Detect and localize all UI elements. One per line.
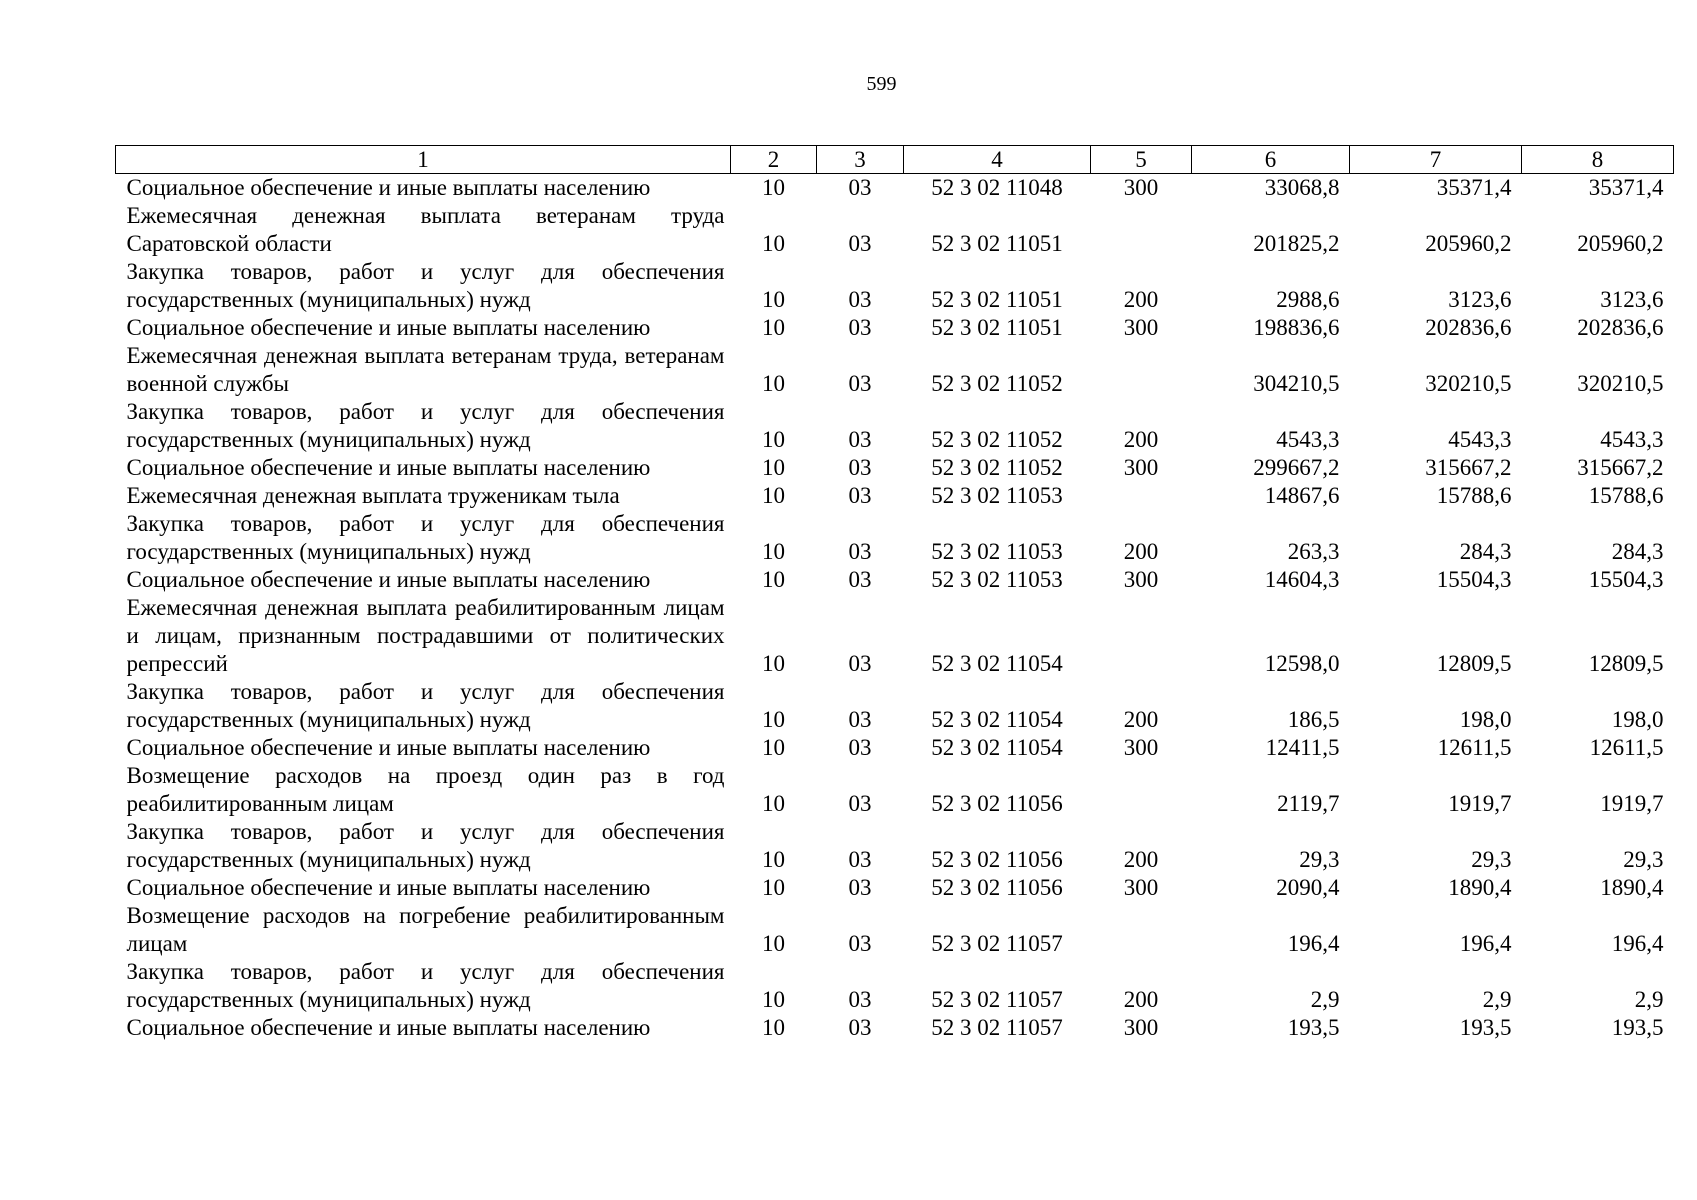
amount-col-6: 2090,4 [1276,875,1340,900]
row-description: Возмещение расходов на погребение реабилитированным лицам [126,903,725,956]
row-description: Закупка товаров, работ и услуг для обеспечения государственных (муниципальных) нужд [126,819,725,872]
table-row [116,1014,1674,1042]
amount-col-6: 299667,2 [1253,455,1340,480]
subsection-code: 03 [848,539,872,564]
table-row [116,762,1674,818]
section-code: 10 [762,231,785,256]
row-description: Возмещение расходов на проезд один раз в год реабилитированным лицам [126,763,725,816]
target-article-code: 52 3 02 11052 [931,427,1063,452]
section-code: 10 [762,651,785,676]
amount-col-7: 12809,5 [1436,651,1512,676]
section-code: 10 [762,791,785,816]
row-description: Социальное обеспечение и иные выплаты населению [126,875,651,900]
target-article-code: 52 3 02 11051 [931,231,1063,256]
expense-type-code [1091,342,1192,398]
target-article-code: 52 3 02 11056 [931,847,1063,872]
amount-col-6: 186,5 [1287,707,1340,732]
row-description: Ежемесячная денежная выплата ветеранам труда Саратовской области [126,203,725,256]
subsection-code: 03 [848,455,872,480]
row-description: Социальное обеспечение и иные выплаты населению [126,455,651,480]
table-row [116,902,1674,958]
amount-col-6: 2988,6 [1276,287,1340,312]
column-header: 8 [1522,146,1674,174]
target-article-code: 52 3 02 11052 [931,455,1063,480]
row-description: Социальное обеспечение и иные выплаты населению [126,735,651,760]
column-header: 6 [1192,146,1350,174]
amount-col-8: 284,3 [1611,539,1664,564]
target-article-code: 52 3 02 11048 [931,175,1063,200]
table-row [116,874,1674,902]
row-description: Социальное обеспечение и иные выплаты населению [126,315,651,340]
amount-col-7: 193,5 [1459,1015,1512,1040]
expense-type-code: 300 [1123,315,1159,340]
amount-col-6: 14604,3 [1264,567,1340,592]
target-article-code: 52 3 02 11054 [931,707,1063,732]
expense-type-code [1091,202,1192,258]
amount-col-8: 35371,4 [1588,175,1664,200]
expense-type-code [1091,594,1192,678]
section-code: 10 [762,539,785,564]
target-article-code: 52 3 02 11051 [931,315,1063,340]
section-code: 10 [762,735,785,760]
table-row [116,258,1674,314]
expense-type-code: 300 [1123,1015,1159,1040]
amount-col-8: 320210,5 [1577,371,1664,396]
subsection-code: 03 [848,483,872,508]
amount-col-6: 29,3 [1299,847,1340,872]
subsection-code: 03 [848,791,872,816]
amount-col-7: 12611,5 [1437,735,1512,760]
row-description: Закупка товаров, работ и услуг для обеспечения государственных (муниципальных) нужд [126,679,725,732]
table-row [116,482,1674,510]
section-code: 10 [762,987,785,1012]
row-description: Ежемесячная денежная выплата ветеранам труда, ветеранам военной службы [126,343,725,396]
subsection-code: 03 [848,707,872,732]
section-code: 10 [762,567,785,592]
target-article-code: 52 3 02 11051 [931,287,1063,312]
table-row [116,958,1674,1014]
section-code: 10 [762,315,785,340]
amount-col-7: 202836,6 [1425,315,1512,340]
table-row [116,342,1674,398]
amount-col-7: 2,9 [1482,987,1512,1012]
subsection-code: 03 [848,567,872,592]
table-row [116,566,1674,594]
target-article-code: 52 3 02 11056 [931,791,1063,816]
subsection-code: 03 [848,371,872,396]
amount-col-8: 15788,6 [1588,483,1664,508]
column-header: 7 [1350,146,1522,174]
column-header-row [116,146,1674,174]
subsection-code: 03 [848,987,872,1012]
section-code: 10 [762,175,785,200]
amount-col-8: 1890,4 [1600,875,1664,900]
target-article-code: 52 3 02 11052 [931,371,1063,396]
amount-col-7: 1919,7 [1448,791,1512,816]
amount-col-7: 315667,2 [1425,455,1512,480]
expense-type-code: 200 [1123,539,1159,564]
target-article-code: 52 3 02 11054 [931,651,1063,676]
table-row [116,818,1674,874]
amount-col-6: 304210,5 [1253,371,1340,396]
amount-col-6: 14867,6 [1264,483,1340,508]
amount-col-6: 12598,0 [1264,651,1340,676]
section-code: 10 [762,875,785,900]
table-row [116,398,1674,454]
column-header: 2 [731,146,817,174]
section-code: 10 [762,931,785,956]
target-article-code: 52 3 02 11054 [931,735,1063,760]
expense-type-code: 300 [1123,455,1159,480]
row-description: Социальное обеспечение и иные выплаты населению [126,1015,651,1040]
table-row [116,510,1674,566]
amount-col-6: 2,9 [1310,987,1340,1012]
row-description: Социальное обеспечение и иные выплаты населению [126,175,651,200]
amount-col-6: 4543,3 [1276,427,1340,452]
page-number: 599 [866,73,897,95]
subsection-code: 03 [848,651,872,676]
row-description: Закупка товаров, работ и услуг для обеспечения государственных (муниципальных) нужд [126,399,725,452]
amount-col-7: 205960,2 [1425,231,1512,256]
expense-type-code: 300 [1123,175,1159,200]
expense-type-code: 200 [1123,427,1159,452]
table-row [116,202,1674,258]
amount-col-6: 263,3 [1287,539,1340,564]
target-article-code: 52 3 02 11056 [931,875,1063,900]
table-row [116,734,1674,762]
target-article-code: 52 3 02 11053 [931,483,1063,508]
section-code: 10 [762,707,785,732]
amount-col-8: 315667,2 [1577,455,1664,480]
section-code: 10 [762,483,785,508]
expense-type-code [1091,762,1192,818]
amount-col-7: 320210,5 [1425,371,1512,396]
expense-type-code: 200 [1123,287,1159,312]
amount-col-7: 1890,4 [1448,875,1512,900]
section-code: 10 [762,287,785,312]
expense-type-code: 200 [1123,987,1159,1012]
target-article-code: 52 3 02 11057 [931,987,1063,1012]
section-code: 10 [762,427,785,452]
target-article-code: 52 3 02 11053 [931,567,1063,592]
table-row [116,314,1674,342]
section-code: 10 [762,455,785,480]
column-header: 1 [116,146,731,174]
target-article-code: 52 3 02 11057 [931,931,1063,956]
row-description: Социальное обеспечение и иные выплаты населению [126,567,651,592]
subsection-code: 03 [848,315,872,340]
amount-col-8: 202836,6 [1577,315,1664,340]
expense-type-code: 300 [1123,875,1159,900]
target-article-code: 52 3 02 11057 [931,1015,1063,1040]
expense-type-code: 200 [1123,707,1159,732]
table-row [116,174,1674,203]
subsection-code: 03 [848,175,872,200]
target-article-code: 52 3 02 11053 [931,539,1063,564]
section-code: 10 [762,371,785,396]
amount-col-8: 198,0 [1611,707,1664,732]
table-row [116,594,1674,678]
subsection-code: 03 [848,427,872,452]
amount-col-8: 3123,6 [1600,287,1664,312]
expense-type-code: 200 [1123,847,1159,872]
amount-col-8: 29,3 [1623,847,1664,872]
subsection-code: 03 [848,1015,872,1040]
amount-col-6: 198836,6 [1253,315,1340,340]
amount-col-6: 12411,5 [1265,735,1340,760]
amount-col-6: 33068,8 [1264,175,1340,200]
amount-col-7: 29,3 [1471,847,1512,872]
amount-col-7: 15504,3 [1436,567,1512,592]
expense-type-code [1091,902,1192,958]
expense-type-code: 300 [1123,567,1159,592]
subsection-code: 03 [848,847,872,872]
row-description: Закупка товаров, работ и услуг для обеспечения государственных (муниципальных) нужд [126,259,725,312]
table-row [116,454,1674,482]
row-description: Ежемесячная денежная выплата труженикам тыла [126,483,620,508]
amount-col-8: 2,9 [1634,987,1664,1012]
amount-col-8: 12809,5 [1588,651,1664,676]
column-header: 5 [1091,146,1192,174]
amount-col-8: 4543,3 [1600,427,1664,452]
expense-type-code: 300 [1123,735,1159,760]
subsection-code: 03 [848,875,872,900]
amount-col-7: 284,3 [1459,539,1512,564]
amount-col-8: 205960,2 [1577,231,1664,256]
budget-table [115,145,1674,1042]
subsection-code: 03 [848,735,872,760]
amount-col-7: 196,4 [1459,931,1512,956]
section-code: 10 [762,847,785,872]
row-description: Закупка товаров, работ и услуг для обеспечения государственных (муниципальных) нужд [126,511,725,564]
amount-col-8: 193,5 [1611,1015,1664,1040]
amount-col-6: 2119,7 [1277,791,1340,816]
row-description: Ежемесячная денежная выплата реабилитированным лицам и лицам, признанным пострадавшими от политических репрессий [126,595,725,676]
subsection-code: 03 [848,931,872,956]
amount-col-8: 12611,5 [1589,735,1664,760]
expense-type-code [1091,482,1192,510]
amount-col-7: 3123,6 [1448,287,1512,312]
amount-col-8: 1919,7 [1600,791,1664,816]
column-header: 4 [904,146,1091,174]
amount-col-6: 193,5 [1287,1015,1340,1040]
subsection-code: 03 [848,287,872,312]
subsection-code: 03 [848,231,872,256]
amount-col-7: 35371,4 [1436,175,1512,200]
amount-col-7: 4543,3 [1448,427,1512,452]
amount-col-6: 201825,2 [1253,231,1340,256]
amount-col-7: 198,0 [1459,707,1512,732]
section-code: 10 [762,1015,785,1040]
column-header: 3 [817,146,904,174]
row-description: Закупка товаров, работ и услуг для обеспечения государственных (муниципальных) нужд [126,959,725,1012]
amount-col-7: 15788,6 [1436,483,1512,508]
table-row [116,678,1674,734]
amount-col-6: 196,4 [1287,931,1340,956]
amount-col-8: 15504,3 [1588,567,1664,592]
amount-col-8: 196,4 [1611,931,1664,956]
